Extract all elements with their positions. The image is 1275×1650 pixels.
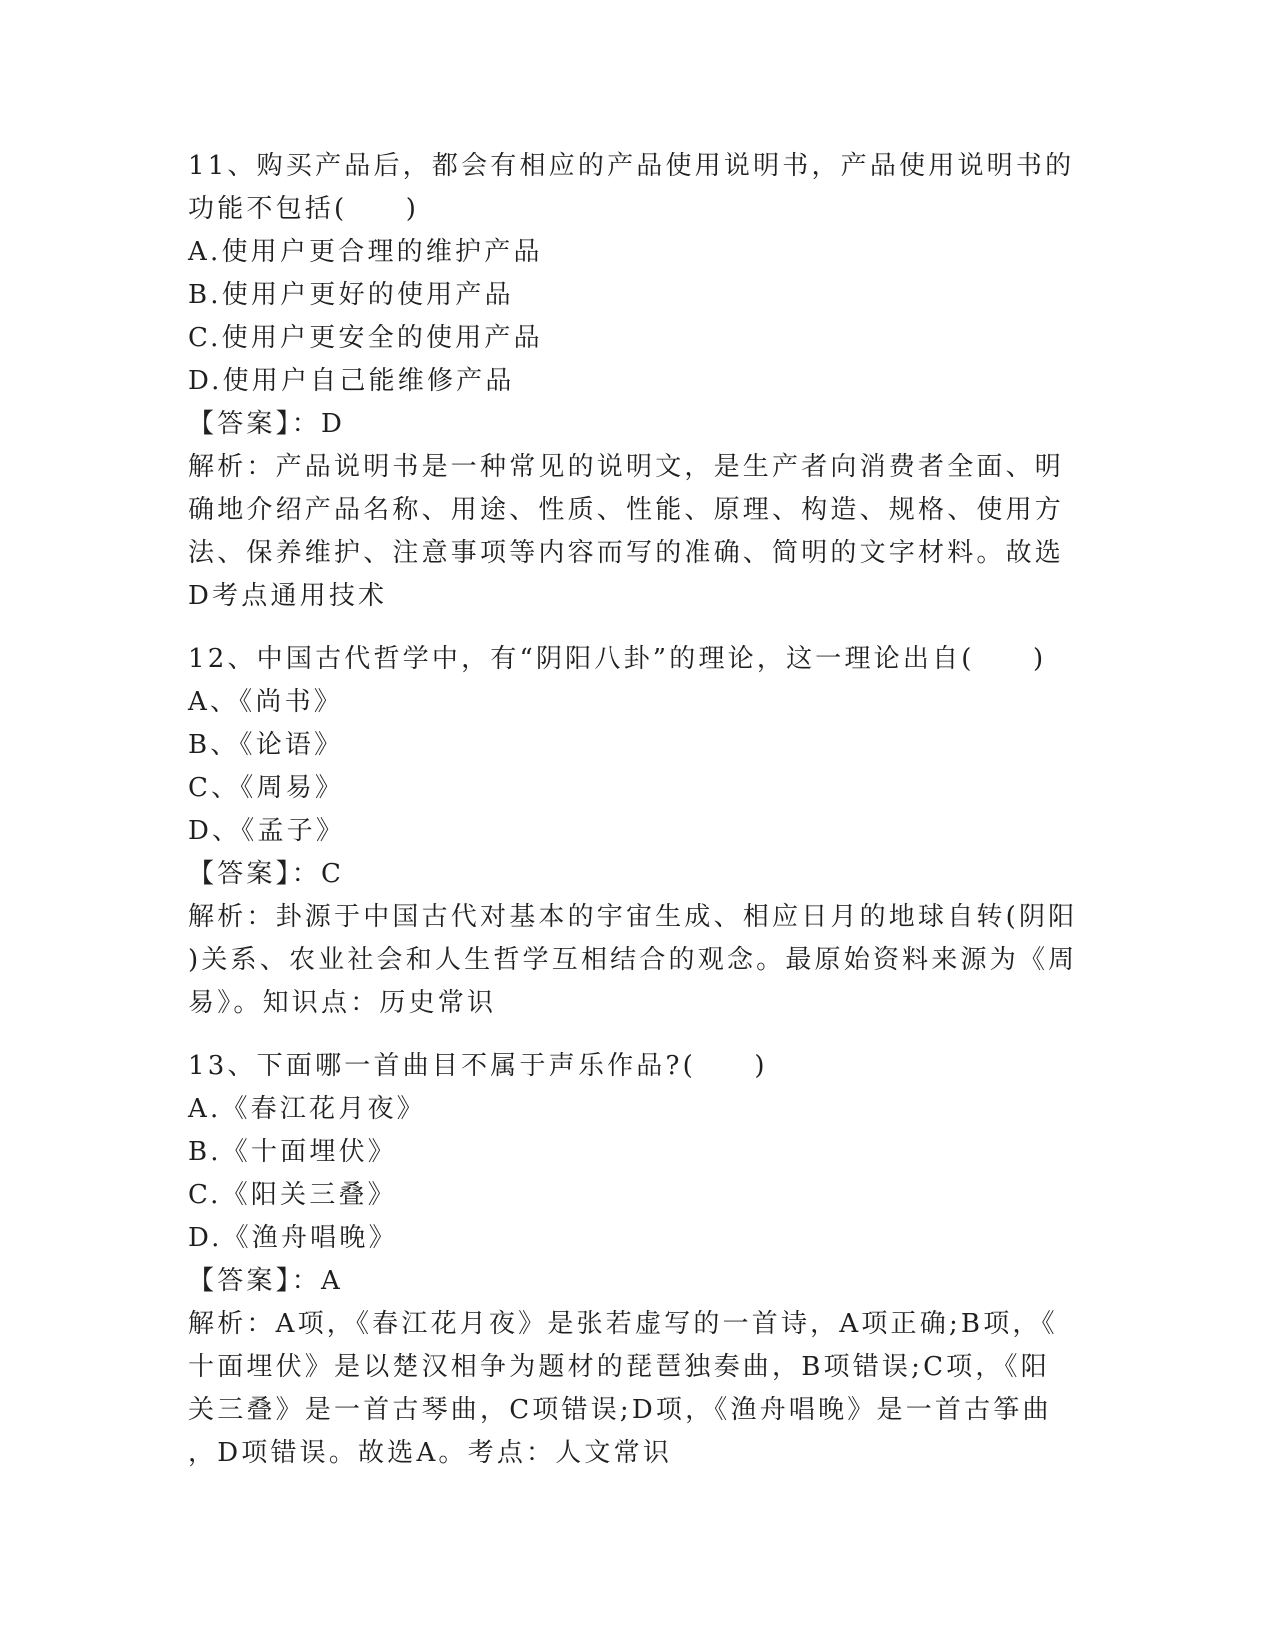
analysis-line: 确地介绍产品名称、用途、性质、性能、原理、构造、规格、使用方 <box>188 495 1065 525</box>
option-b: B、《论语》 <box>188 730 344 760</box>
analysis-line: 关三叠》是一首古琴曲，C项错误;D项，《渔舟唱晚》是一首古筝曲 <box>188 1395 1052 1425</box>
analysis-line: 易》。知识点：历史常识 <box>188 988 497 1018</box>
option-a: A、《尚书》 <box>188 687 343 717</box>
analysis-line: 解析：卦源于中国古代对基本的宇宙生成、相应日月的地球自转(阴阳 <box>188 902 1078 932</box>
question-spacer <box>188 618 1088 638</box>
question-stem-line: 12、中国古代哲学中，有“阴阳八卦”的理论，这一理论出自( ) <box>188 644 1047 674</box>
analysis-line: )关系、农业社会和人生哲学互相结合的观念。最原始资料来源为《周 <box>188 945 1078 975</box>
question-stem-line: 13、下面哪一首曲目不属于声乐作品?( ) <box>188 1051 768 1081</box>
option-a: A.《春江花月夜》 <box>188 1094 426 1124</box>
question-stem-line: 功能不包括( ) <box>188 194 420 224</box>
option-c: C.使用户更安全的使用产品 <box>188 323 543 353</box>
option-b: B.使用户更好的使用产品 <box>188 280 514 310</box>
option-c: C、《周易》 <box>188 773 345 803</box>
analysis-line: 十面埋伏》是以楚汉相争为题材的琵琶独奏曲，B项错误;C项，《阳 <box>188 1352 1050 1382</box>
option-d: D.使用户自己能维修产品 <box>188 366 515 396</box>
option-a: A.使用户更合理的维护产品 <box>188 237 543 267</box>
option-d: D.《渔舟唱晚》 <box>188 1223 398 1253</box>
question-11 <box>188 145 1088 618</box>
question-13 <box>188 1045 1088 1475</box>
document-page <box>188 145 1088 1475</box>
analysis-line: 解析：A项，《春江花月夜》是张若虚写的一首诗，A项正确;B项，《 <box>188 1309 1058 1339</box>
analysis-line: ，D项错误。故选A。考点：人文常识 <box>188 1438 673 1468</box>
answer-line: 【答案】：D <box>188 409 346 439</box>
question-spacer <box>188 1025 1088 1045</box>
option-c: C.《阳关三叠》 <box>188 1180 397 1210</box>
question-stem-line: 11、购买产品后，都会有相应的产品使用说明书，产品使用说明书的 <box>188 151 1075 181</box>
analysis-line: 解析：产品说明书是一种常见的说明文，是生产者向消费者全面、明 <box>188 452 1065 482</box>
option-b: B.《十面埋伏》 <box>188 1137 397 1167</box>
analysis-line: 法、保养维护、注意事项等内容而写的准确、简明的文字材料。故选 <box>188 538 1065 568</box>
option-d: D、《孟子》 <box>188 816 346 846</box>
question-12 <box>188 638 1088 1025</box>
analysis-line: D考点通用技术 <box>188 581 388 611</box>
answer-line: 【答案】：A <box>188 1266 343 1296</box>
answer-line: 【答案】：C <box>188 859 345 889</box>
